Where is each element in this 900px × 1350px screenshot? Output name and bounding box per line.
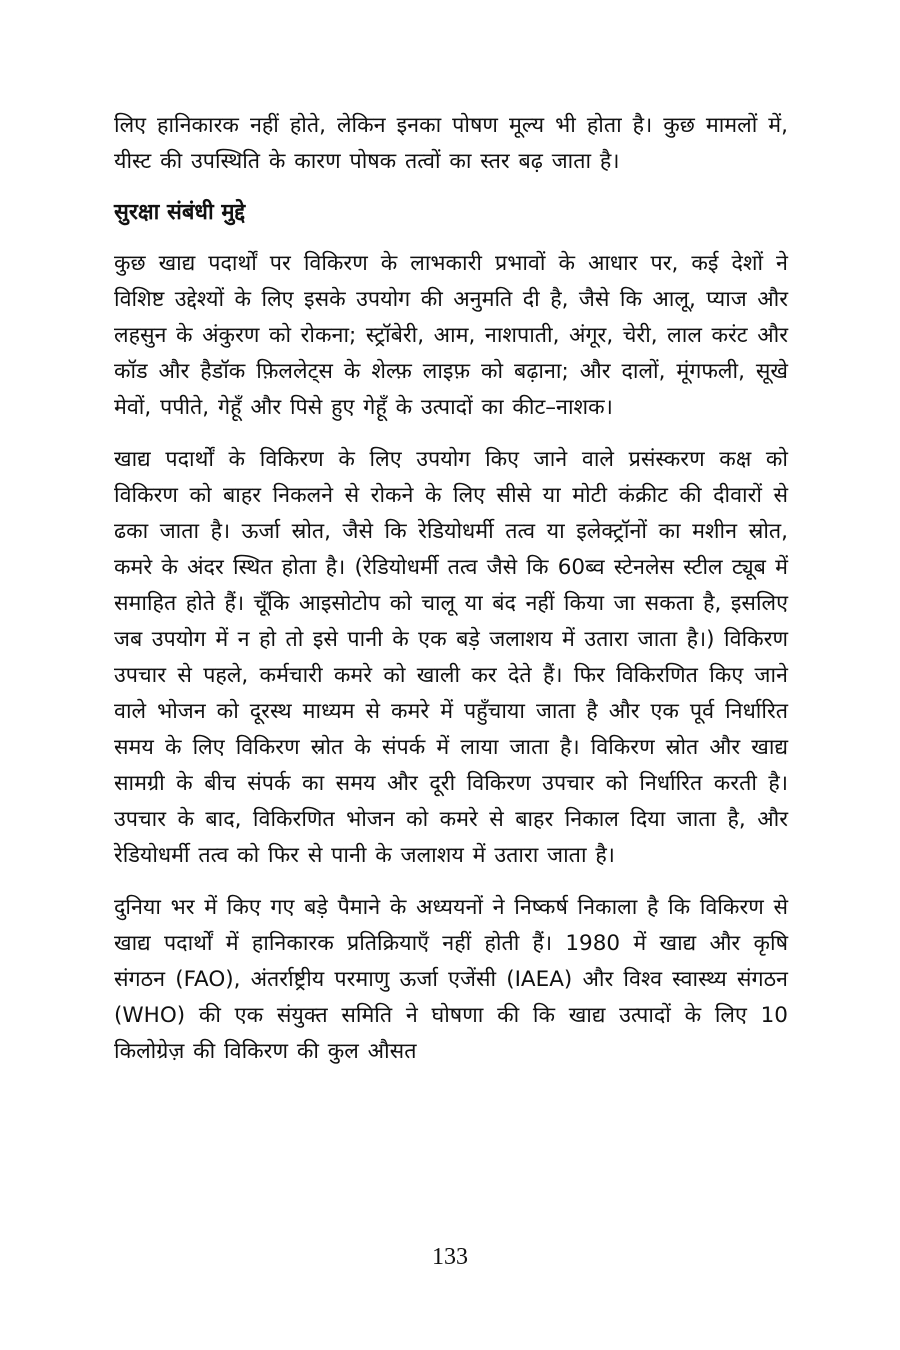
page-number: 133 — [432, 1244, 468, 1270]
section-heading: सुरक्षा संबंधी मुद्दे — [114, 200, 246, 225]
page-body — [114, 108, 788, 1086]
benefits-paragraph: कुछ खाद्य पदार्थों पर विकिरण के लाभकारी प्रभावों के आधार पर, कई देशों ने विशिष्ट उद्देश्यों के लिए इसके उपयोग की अनुमति दी है, जैसे कि आलू, प्याज और लहसुन के अंकुरण को रोकना; स्ट्रॉबेरी, आम, नाशपाती, अंगूर, चेरी, लाल करंट और कॉड और हैडॉक फ़िललेट्स के शेल्फ़ लाइफ़ को बढ़ाना; और दालों, मूंगफली, सूखे मेवों, पपीते, गेहूँ और पिसे हुए गेहूँ के उत्पादों का कीट–नाशक। — [114, 251, 788, 420]
continued-paragraph: लिए हानिकारक नहीं होते, लेकिन इनका पोषण मूल्य भी होता है। कुछ मामलों में, यीस्ट की उपस्थिति के कारण पोषक तत्वों का स्तर बढ़ जाता है। — [114, 113, 788, 174]
studies-paragraph: दुनिया भर में किए गए बड़े पैमाने के अध्ययनों ने निष्कर्ष निकाला है कि विकिरण से खाद्य पदार्थों में हानिकारक प्रतिक्रियाएँ नहीं होती हैं। 1980 में खाद्य और कृषि संगठन (FAO), अंतर्राष्ट्रीय परमाणु ऊर्जा एजेंसी (IAEA) और विश्व स्वास्थ्य संगठन (WHO) की एक संयुक्त समिति ने घोषणा की कि खाद्य उत्पादों के लिए 10 किलोग्रेज़ की विकिरण की कुल औसत — [114, 895, 788, 1064]
process-paragraph: खाद्य पदार्थों के विकिरण के लिए उपयोग किए जाने वाले प्रसंस्करण कक्ष को विकिरण को बाहर निकलने से रोकने के लिए सीसे या मोटी कंक्रीट की दीवारों से ढका जाता है। ऊर्जा स्रोत, जैसे कि रेडियोधर्मी तत्व या इलेक्ट्रॉनों का मशीन स्रोत, कमरे के अंदर स्थित होता है। (रेडियोधर्मी तत्व जैसे कि 60ब्व स्टेनलेस स्टील ट्यूब में समाहित होते हैं। चूँकि आइसोटोप को चालू या बंद नहीं किया जा सकता है, इसलिए जब उपयोग में न हो तो इसे पानी के एक बड़े जलाशय में उतारा जाता है।) विकिरण उपचार से पहले, कर्मचारी कमरे को खाली कर देते हैं। फिर विकिरणित किए जाने वाले भोजन को दूरस्थ माध्यम से कमरे में पहुँचाया जाता है और एक पूर्व निर्धारित समय के लिए विकिरण स्रोत के संपर्क में लाया जाता है। विकिरण स्रोत और खाद्य सामग्री के बीच संपर्क का समय और दूरी विकिरण उपचार को निर्धारित करती है। उपचार के बाद, विकिरणित भोजन को कमरे से बाहर निकाल दिया जाता है, और रेडियोधर्मी तत्व को फिर से पानी के जलाशय में उतारा जाता है। — [114, 447, 788, 868]
